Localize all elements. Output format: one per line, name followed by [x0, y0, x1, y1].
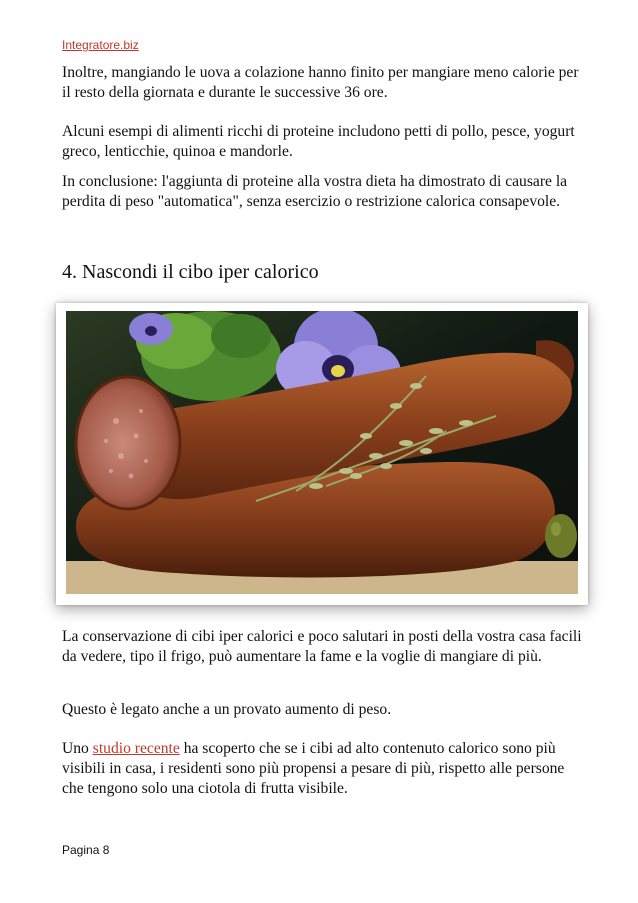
paragraph-study	[62, 739, 582, 799]
site-name-link[interactable]: Integratore.biz	[62, 38, 139, 52]
paragraph-conclusion: In conclusione: l'aggiunta di proteine alla vostra dieta ha dimostrato di causare la perdita di peso "automatica", senza esercizio o restrizione calorica consapevole.	[62, 173, 568, 210]
paragraph-protein-examples: Alcuni esempi di alimenti ricchi di proteine includono petti di pollo, pesce, yogurt greco, lenticchie, quinoa e mandorle.	[62, 123, 575, 160]
study-prefix: Uno	[62, 740, 93, 757]
page-number: Pagina 8	[62, 843, 110, 857]
sausage-photo-frame	[56, 303, 588, 605]
study-link[interactable]: studio recente	[92, 740, 180, 757]
paragraph-eggs-breakfast: Inoltre, mangiando le uova a colazione hanno finito per mangiare meno calorie per il resto della giornata e durante le successive 36 ore.	[62, 64, 579, 101]
section-heading: 4. Nascondi il cibo iper calorico	[62, 261, 319, 283]
paragraph-food-storage: La conservazione di cibi iper calorici e poco salutari in posti della vostra casa facili da vedere, tipo il frigo, può aumentare la fame e la voglie di mangiare di più.	[62, 628, 582, 665]
sausage-photo	[66, 311, 578, 594]
paragraph-weight-gain: Questo è legato anche a un provato aumento di peso.	[62, 701, 392, 718]
pansy-flower-left	[129, 313, 173, 345]
study-suffix: ha scoperto che se i cibi ad alto contenuto calorico sono più visibili in casa, i residenti sono più propensi a pesare di più, rispetto alle persone che tengono solo una ciotola di frutta visibile.	[62, 740, 565, 797]
